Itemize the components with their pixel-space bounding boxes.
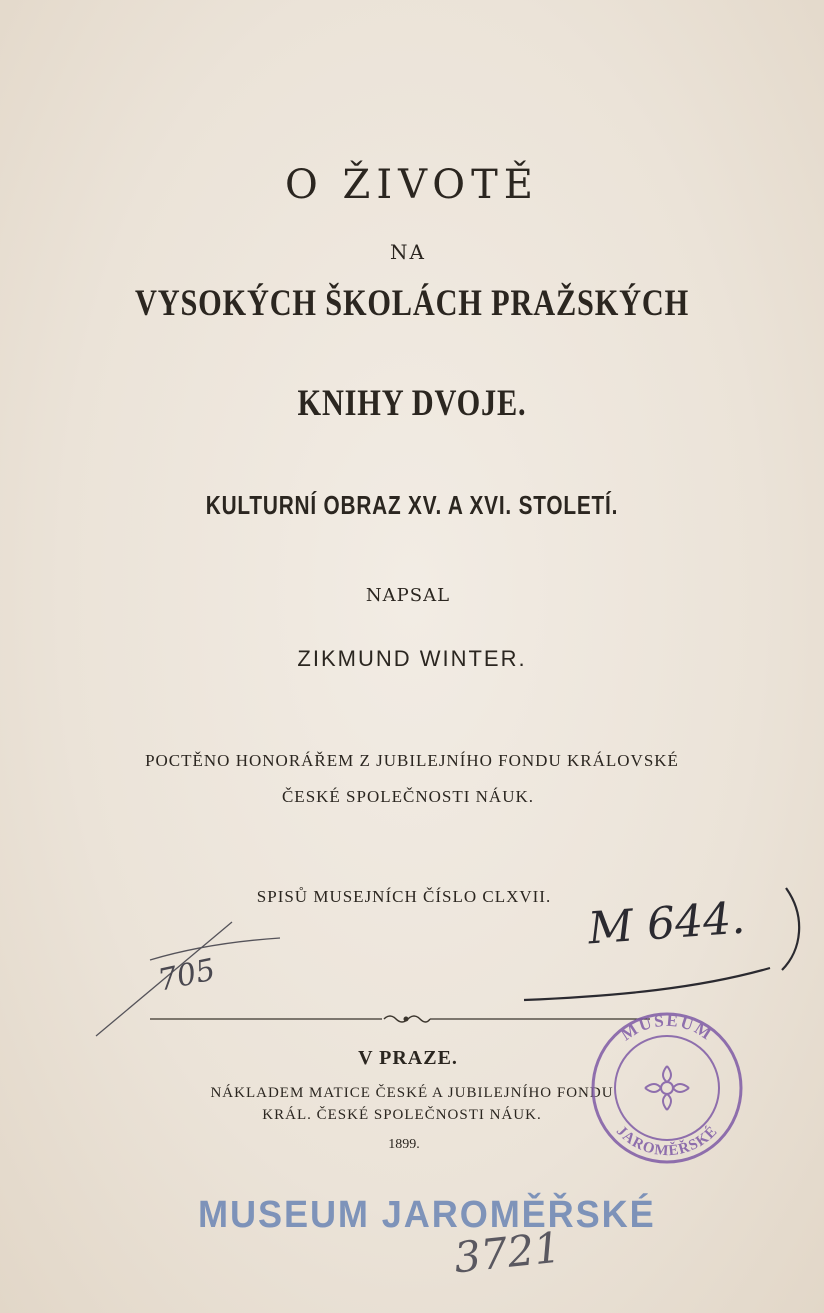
award-line-2: ČESKÉ SPOLEČNOSTI NÁUK. xyxy=(281,787,535,806)
imprint-place: V PRAZE. xyxy=(358,1047,458,1069)
title-line-1: O ŽIVOTĚ xyxy=(285,162,539,208)
subtitle: KULTURNÍ OBRAZ XV. A XVI. STOLETÍ. xyxy=(205,490,619,520)
blue-museum-stamp: MUSEUM JAROMĚŘSKÉ xyxy=(198,1194,656,1236)
award-line-1: POCTĚNO HONORÁŘEM Z JUBILEJNÍHO FONDU KRÁLOVSKÉ xyxy=(145,751,679,770)
shelf-mark: M 644. xyxy=(586,892,747,955)
author-name: ZIKMUND WINTER. xyxy=(297,646,527,671)
byline-label: NAPSAL xyxy=(365,585,451,606)
publisher-line-2: KRÁL. ČESKÉ SPOLEČNOSTI NÁUK. xyxy=(262,1107,542,1123)
stamp-text-top: MUSEUM xyxy=(617,1010,717,1045)
publisher-line-1: NÁKLADEM MATICE ČESKÉ A JUBILEJNÍHO FONDU xyxy=(210,1085,614,1101)
pencil-number: 705 xyxy=(154,952,219,999)
title-line-4: KNIHY DVOJE. xyxy=(297,383,527,424)
title-line-3: VYSOKÝCH ŠKOLÁCH PRAŽSKÝCH xyxy=(134,283,690,324)
stamp-ornament-icon xyxy=(645,1066,689,1110)
series-number: SPISŮ MUSEJNÍCH ČÍSLO CLXVII. xyxy=(256,887,552,906)
inventory-number: 3721 xyxy=(451,1222,564,1283)
title-line-2: NA xyxy=(390,240,426,264)
publication-year: 1899. xyxy=(388,1137,420,1152)
stamp-text-bottom: JAROMĚŘSKÉ xyxy=(612,1123,722,1160)
ornamental-rule xyxy=(150,1016,650,1022)
museum-round-stamp xyxy=(593,1011,741,1162)
